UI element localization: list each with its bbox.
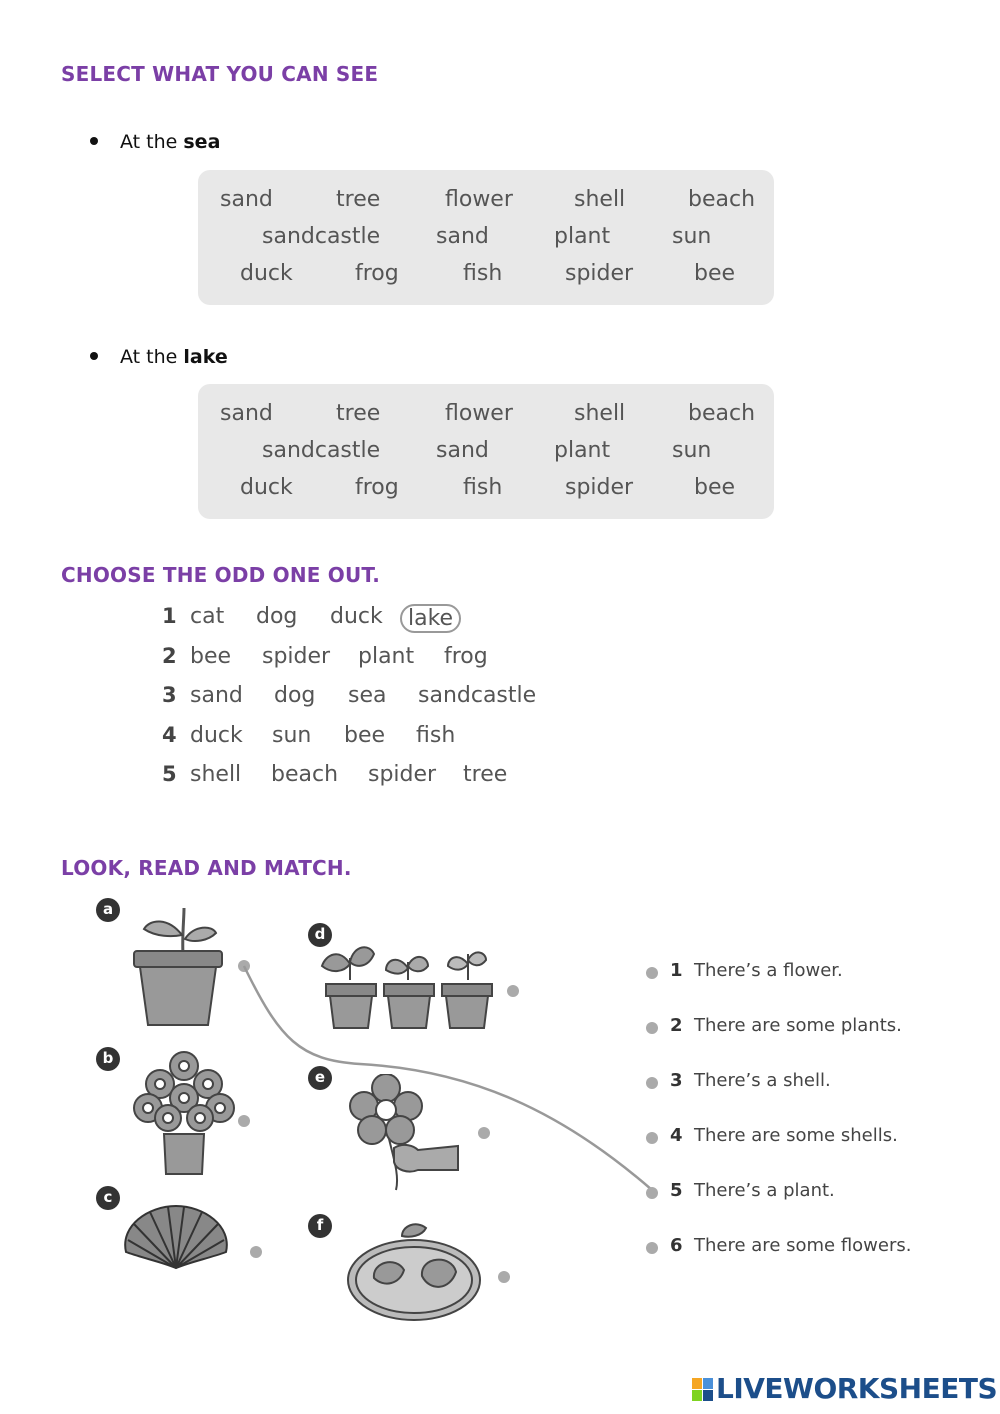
sentence-number: 6 [670, 1235, 683, 1256]
odd-word-tree[interactable]: tree [463, 762, 508, 787]
odd-row-number: 2 [162, 643, 177, 668]
word-sand[interactable]: sand [436, 224, 489, 249]
word-plant[interactable]: plant [554, 438, 611, 463]
odd-word-duck[interactable]: duck [330, 604, 383, 629]
odd-word-sandcastle[interactable]: sandcastle [418, 683, 537, 708]
odd-row-number: 5 [162, 762, 177, 786]
word-shell[interactable]: shell [574, 401, 626, 426]
sentence-text: There’s a flower. [694, 960, 843, 981]
sentence-number: 2 [670, 1015, 683, 1036]
word-sand[interactable]: sand [436, 438, 489, 463]
logo-text: LIVEWORKSHEETS [716, 1372, 998, 1405]
sentence-dot[interactable] [646, 1187, 658, 1199]
bullet-prefix: At the [120, 346, 184, 368]
odd-word-plant[interactable]: plant [358, 643, 415, 669]
word-flower[interactable]: flower [445, 187, 513, 212]
odd-word-cat[interactable]: cat [190, 604, 225, 629]
sentence-dot[interactable] [646, 1022, 658, 1034]
letter-badge-d: d [308, 923, 332, 947]
letter-badge-e: e [308, 1066, 332, 1090]
sentence-dot[interactable] [646, 1132, 658, 1144]
odd-word-bee[interactable]: bee [344, 722, 386, 748]
heading-select: SELECT WHAT YOU CAN SEE [61, 62, 379, 86]
place-sea: sea [183, 131, 221, 153]
word-duck[interactable]: duck [240, 475, 293, 500]
word-tree[interactable]: tree [336, 401, 381, 426]
word-sun[interactable]: sun [672, 224, 712, 249]
word-bee[interactable]: bee [694, 261, 736, 286]
odd-word-dog[interactable]: dog [274, 683, 316, 708]
odd-word-fish[interactable]: fish [416, 722, 456, 748]
word-fish[interactable]: fish [463, 475, 503, 500]
letter-badge-b: b [96, 1047, 120, 1071]
sentence-dot[interactable] [646, 1242, 658, 1254]
sentence-text: There are some flowers. [694, 1235, 912, 1256]
word-frog[interactable]: frog [355, 475, 399, 500]
odd-row-number: 4 [162, 722, 177, 747]
odd-word-lake[interactable]: lake [400, 604, 461, 633]
word-sand[interactable]: sand [220, 187, 273, 212]
odd-word-sea[interactable]: sea [348, 683, 387, 708]
odd-word-bee[interactable]: bee [190, 643, 232, 669]
sentence-number: 3 [670, 1070, 683, 1091]
sentence-text: There’s a plant. [694, 1180, 835, 1201]
sentence-dot[interactable] [646, 967, 658, 979]
odd-word-dog[interactable]: dog [256, 604, 298, 629]
word-flower[interactable]: flower [445, 401, 513, 426]
sentence-number: 4 [670, 1125, 683, 1146]
sentence-text: There’s a shell. [694, 1070, 831, 1091]
odd-word-shell[interactable]: shell [190, 762, 242, 787]
word-beach[interactable]: beach [688, 401, 756, 426]
word-sand[interactable]: sand [220, 401, 273, 426]
word-spider[interactable]: spider [565, 261, 634, 286]
heading-odd-one-out: CHOOSE THE ODD ONE OUT. [61, 563, 381, 587]
sentence-number: 5 [670, 1180, 683, 1201]
odd-word-frog[interactable]: frog [444, 643, 488, 669]
odd-word-beach[interactable]: beach [271, 762, 339, 787]
word-beach[interactable]: beach [688, 187, 756, 212]
odd-row-number: 1 [162, 604, 177, 628]
word-tree[interactable]: tree [336, 187, 381, 212]
word-frog[interactable]: frog [355, 261, 399, 286]
heading-look-read-match: LOOK, READ AND MATCH. [61, 856, 352, 880]
odd-word-sun[interactable]: sun [272, 722, 312, 748]
sentence-text: There are some shells. [694, 1125, 898, 1146]
word-duck[interactable]: duck [240, 261, 293, 286]
word-bee[interactable]: bee [694, 475, 736, 500]
odd-word-spider[interactable]: spider [262, 643, 331, 669]
word-sandcastle[interactable]: sandcastle [262, 438, 381, 463]
letter-badge-a: a [96, 898, 120, 922]
letter-badge-f: f [308, 1214, 332, 1238]
odd-word-spider[interactable]: spider [368, 762, 437, 787]
word-fish[interactable]: fish [463, 261, 503, 286]
word-spider[interactable]: spider [565, 475, 634, 500]
odd-word-sand[interactable]: sand [190, 683, 243, 708]
odd-row-number: 3 [162, 683, 177, 707]
odd-word-duck[interactable]: duck [190, 722, 243, 748]
word-shell[interactable]: shell [574, 187, 626, 212]
word-sandcastle[interactable]: sandcastle [262, 224, 381, 249]
word-plant[interactable]: plant [554, 224, 611, 249]
word-sun[interactable]: sun [672, 438, 712, 463]
letter-badge-c: c [96, 1186, 120, 1210]
sentence-dot[interactable] [646, 1077, 658, 1089]
sentence-number: 1 [670, 960, 683, 981]
place-lake: lake [183, 346, 228, 368]
sentence-text: There are some plants. [694, 1015, 902, 1036]
bullet-prefix: At the [120, 131, 184, 153]
logo-grid-icon [692, 1378, 714, 1402]
